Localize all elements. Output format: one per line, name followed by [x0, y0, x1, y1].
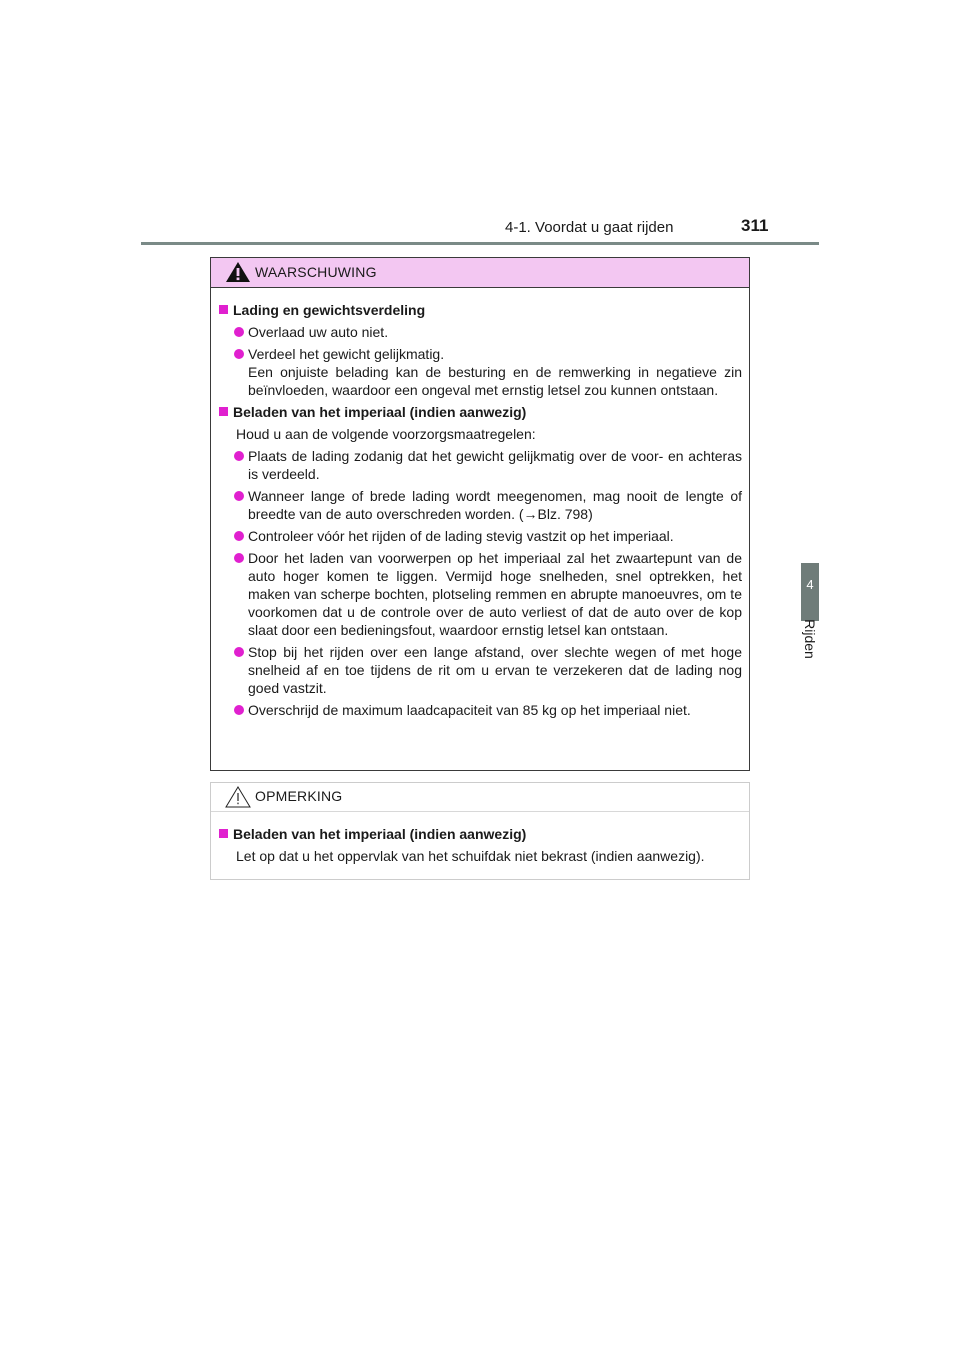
- square-bullet-icon: [219, 305, 228, 314]
- list-item: Overschrijd de maximum laadcapaciteit van 85 kg op het imperiaal niet.: [236, 701, 742, 719]
- list-item: Door het laden van voorwerpen op het imperiaal zal het zwaartepunt van de auto hoger komen te liggen. Vermijd hoge snelheden, snel optrekken, het maken van scherpe bochten, plotseling remmen en abrupte manoeuvres, om te voorkomen dat u de controle over de auto verliest of dat de auto over de kop slaat door een bedieningsfout, waardoor ernstig letsel kan ontstaan.: [236, 549, 742, 639]
- section-title: 4-1. Voordat u gaat rijden: [505, 219, 674, 236]
- list-item: Verdeel het gewicht gelijkmatig. Een onjuiste belading kan de besturing en de remwerking in negatieve zin beïnvloeden, waardoor een ongeval met ernstig letsel zou kunnen ontstaan.: [236, 345, 742, 399]
- note-title: OPMERKING: [255, 788, 343, 804]
- list-item: Plaats de lading zodanig dat het gewicht gelijkmatig over de voor- en achteras is verdeeld.: [236, 447, 742, 483]
- warning-triangle-outline-icon: [225, 785, 251, 809]
- warning-box: [210, 257, 750, 771]
- section-heading: Beladen van het imperiaal (indien aanwezig): [218, 403, 742, 421]
- round-bullet-icon: [234, 327, 244, 337]
- list-item: Controleer vóór het rijden of de lading stevig vastzit op het imperiaal.: [236, 527, 742, 545]
- section-heading: Beladen van het imperiaal (indien aanwezig): [218, 825, 742, 843]
- warning-title: WAARSCHUWING: [255, 264, 377, 280]
- warning-triangle-filled-icon: [225, 260, 251, 284]
- page-number: 311: [741, 216, 769, 235]
- round-bullet-icon: [234, 553, 244, 563]
- note-content: [211, 812, 749, 865]
- square-bullet-icon: [219, 829, 228, 838]
- list-item: Wanneer lange of brede lading wordt meegenomen, mag nooit de lengte of breedte van de auto overschreden worden. (→Blz. 798): [236, 487, 742, 523]
- round-bullet-icon: [234, 705, 244, 715]
- warning-content: [211, 288, 749, 719]
- list-item: Overlaad uw auto niet.: [236, 323, 742, 341]
- chapter-number: 4: [806, 577, 814, 592]
- section-intro: Houd u aan de volgende voorzorgsmaatregelen:: [236, 426, 536, 442]
- square-bullet-icon: [219, 407, 228, 416]
- list-item: Stop bij het rijden over een lange afstand, over slechte wegen of met hoge snelheid af en toe tijdens de rit om u ervan te verzekeren dat de lading nog goed vastzit.: [236, 643, 742, 697]
- note-box: [210, 782, 750, 880]
- round-bullet-icon: [234, 531, 244, 541]
- warning-header: [211, 258, 749, 288]
- note-text: Let op dat u het oppervlak van het schuifdak niet bekrast (indien aanwezig).: [236, 848, 705, 864]
- section-heading: Lading en gewichtsverdeling: [218, 301, 742, 319]
- round-bullet-icon: [234, 451, 244, 461]
- chapter-tab: [801, 563, 819, 621]
- header-divider: [141, 242, 819, 245]
- note-header: [211, 783, 749, 812]
- chapter-label: Rijden: [802, 619, 818, 659]
- round-bullet-icon: [234, 349, 244, 359]
- round-bullet-icon: [234, 491, 244, 501]
- round-bullet-icon: [234, 647, 244, 657]
